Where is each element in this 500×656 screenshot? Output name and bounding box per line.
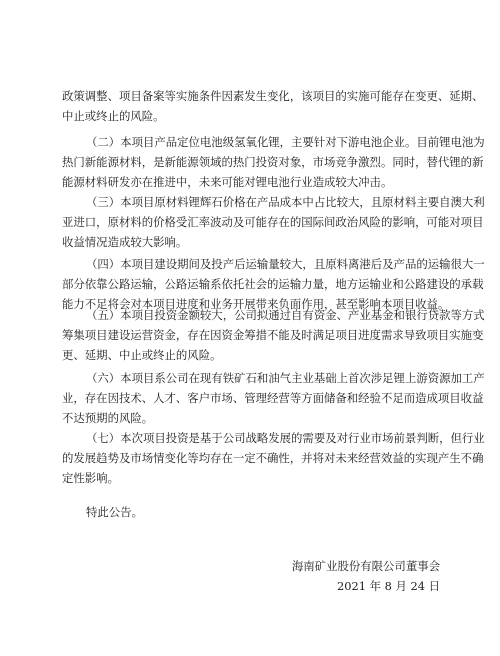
text-line: 热门新能源材料，是新能源领域的热门投资对象，市场竞争激烈。同时，替代锂的新 [62, 155, 484, 169]
text-line: 的发展趋势及市场情变化等均存在一定不确性，并将对未来经营效益的实现产生不确 [62, 451, 484, 465]
paragraph-continuation [62, 86, 484, 126]
text-line: （五）本项目投资金额较大，公司拟通过自有资金、产业基金和银行贷款等方式 [86, 308, 485, 322]
paragraph-risk-5 [62, 305, 485, 365]
text-line: 亚进口，原材料的价格受汇率波动及可能存在的国际间政治风险的影响，可能对项目 [62, 215, 484, 229]
text-line: 能力不足将会对本项目进度和业务开展带来负面作用，甚至影响本项目收益。 [62, 297, 450, 311]
signature-date: 2021 年 8 月 24 日 [336, 579, 440, 593]
closing-statement [62, 502, 440, 522]
text-line: （七）本次项目投资是基于公司战略发展的需要及对行业市场前景判断，但行业 [86, 431, 485, 445]
paragraph-risk-6 [62, 368, 485, 428]
text-line: （二）本项目产品定位电池级氢氧化锂，主要针对下游电池企业。目前锂电池为 [86, 135, 485, 149]
text-line: 收益情况造成较大影响。 [62, 235, 188, 249]
text-line: （六）本项目系公司在现有铁矿石和油气主业基础上首次涉足锂上游资源加工产 [86, 371, 485, 385]
text-line: 政策调整、项目备案等实施条件因素发生变化，该项目的实施可能存在变更、延期、 [62, 89, 484, 103]
paragraph-risk-7 [62, 428, 485, 488]
paragraph-risk-2 [62, 132, 485, 192]
signature-company: 海南矿业股份有限公司董事会 [291, 559, 440, 573]
text-line: 不达预期的风险。 [62, 411, 154, 425]
text-line: （四）本项目建设期间及投产后运输量较大，且原料离港后及产品的运输很大一 [86, 257, 485, 271]
text-line: 筹集项目建设运营资金，存在因资金筹措不能及时满足项目进度需求导致项目实施变 [62, 328, 484, 342]
text-line: 能源材料研发亦在推进中，未来可能对锂电池行业造成较大冲击。 [62, 175, 393, 189]
paragraph-risk-3 [62, 192, 485, 252]
closing-text: 特此公告。 [86, 505, 143, 519]
text-line: 业，存在因技术、人才、客户市场、管理经营等方面储备和经验不足而造成项目收益 [62, 391, 484, 405]
text-line: 更、延期、中止或终止的风险。 [62, 348, 222, 362]
text-line: 定性影响。 [62, 471, 119, 485]
text-line: 部分依靠公路运输，公路运输系依托社会的运输力量，地方运输业和公路建设的承载 [62, 277, 484, 291]
signature-block [292, 556, 440, 596]
text-line: 中止或终止的风险。 [62, 109, 165, 123]
text-line: （三）本项目原材料锂辉石价格在产品成本中占比较大，且原材料主要自澳大利 [86, 195, 485, 209]
